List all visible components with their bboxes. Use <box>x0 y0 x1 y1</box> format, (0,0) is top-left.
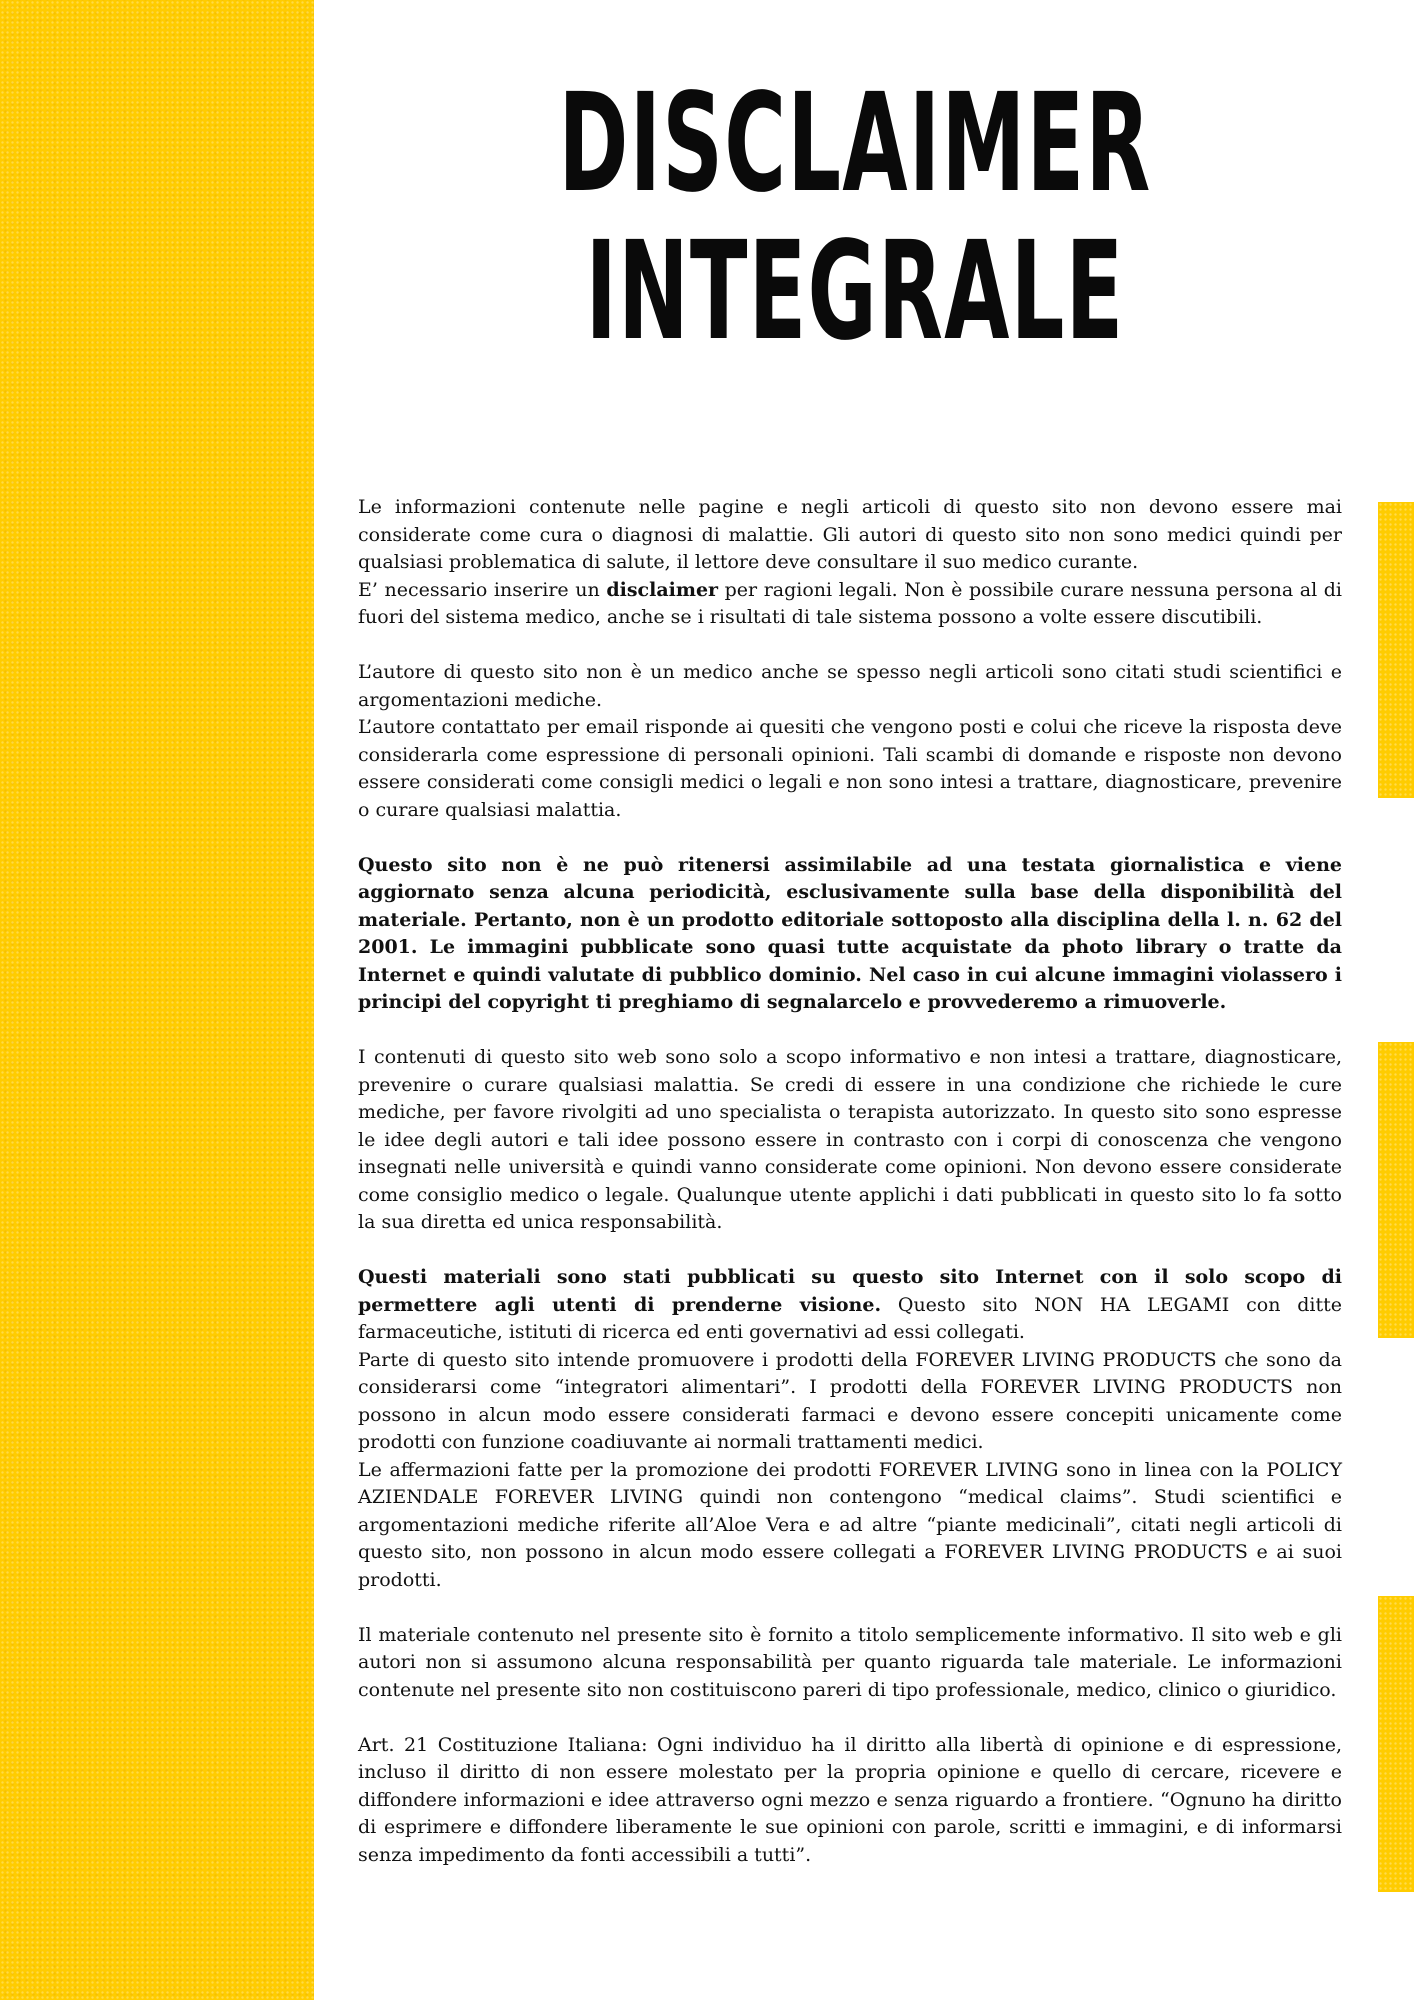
paragraph-1-sentence-2 <box>358 577 1342 632</box>
right-yellow-strip <box>1378 502 1414 798</box>
text-run: per ragioni legali. Non è possibile curare nessuna persona al di fuori del sistema medico, anche se i risultati di tale sistema possono a volte essere discutibili. <box>358 578 1342 628</box>
paragraph-5-sentence-1 <box>358 1264 1342 1347</box>
text-run: Questo sito NON HA LEGAMI con ditte farmaceutiche, istituti di ricerca ed enti governativi ad essi collegati. <box>358 1293 1342 1343</box>
disclaimer-bold-word: disclaimer <box>606 578 719 601</box>
paragraph-2-sentence-2: L’autore contattato per email risponde ai quesiti che vengono posti e colui che riceve la risposta deve considerarla come espressione di personali opinioni. Tali scambi di domande e risposte non devono essere considerati come consigli medici o legali e non sono intesi a trattare, diagnosticare, prevenire o curare qualsiasi malattia. <box>358 716 1342 821</box>
title-line-1: DISCLAIMER <box>558 65 1152 223</box>
disclaimer-body <box>358 494 1342 1897</box>
title-line-2: INTEGRALE <box>585 213 1125 371</box>
right-yellow-strip <box>1378 1596 1414 1892</box>
paragraph-6: Il materiale contenuto nel presente sito è fornito a titolo semplicemente informativo. Il sito web e gli autori non si assumono alcuna responsabilità per quanto riguarda tale materiale. Le informazioni contenute nel presente sito non costituiscono pareri di tipo professionale, medico, clinico o giuridico. <box>358 1623 1342 1701</box>
paragraph-1-sentence-1: Le informazioni contenute nelle pagine e negli articoli di questo sito non devono essere mai considerate come cura o diagnosi di malattie. Gli autori di questo sito non sono medici quindi per qualsiasi problematica di salute, il lettore deve consultare il suo medico curante. <box>358 496 1342 573</box>
bold-text-run: Questi materiali sono stati pubblicati su questo sito Internet con il solo scopo di permettere agli utenti di prenderne visione. <box>358 1266 1342 1316</box>
paragraph-1 <box>358 494 1342 632</box>
paragraph-2-sentence-1: L’autore di questo sito non è un medico anche se spesso negli articoli sono citati studi scientifici e argomentazioni mediche. <box>358 661 1342 711</box>
left-yellow-band <box>0 0 314 2000</box>
page-title <box>530 65 1181 371</box>
text-run: E’ necessario inserire un <box>358 578 607 601</box>
paragraph-3-bold: Questo sito non è ne può ritenersi assimilabile ad una testata giornalistica e viene aggiornato senza alcuna periodicità, esclusivamente sulla base della disponibilità del materiale. Pertanto, non è un prodotto editoriale sottoposto alla disciplina della l. n. 62 del 2001. Le immagini pubblicate sono quasi tutte acquistate da photo library o tratte da Internet e quindi valutate di pubblico dominio. Nel caso in cui alcune immagini violassero i principi del copyright ti preghiamo di segnalarcelo e provvederemo a rimuoverle. <box>358 853 1342 1013</box>
paragraph-2 <box>358 659 1342 824</box>
paragraph-7: Art. 21 Costituzione Italiana: Ogni individuo ha il diritto alla libertà di opinione e di espressione, incluso il diritto di non essere molestato per la propria opinione e quello di cercare, ricevere e diffondere informazioni e idee attraverso ogni mezzo e senza riguardo a frontiere. “Ognuno ha diritto di esprimere e diffondere liberamente le sue opinioni con parole, scritti e immagini, e di informarsi senza impedimento da fonti accessibili a tutti”. <box>358 1733 1342 1866</box>
paragraph-5-sentence-2: Parte di questo sito intende promuovere i prodotti della FOREVER LIVING PRODUCTS che sono da considerarsi come “integratori alimentari”. I prodotti della FOREVER LIVING PRODUCTS non possono in alcun modo essere considerati farmaci e devono essere concepiti unicamente come prodotti con funzione coadiuvante ai normali trattamenti medici. <box>358 1348 1342 1453</box>
right-yellow-strip <box>1378 1042 1414 1338</box>
paragraph-4: I contenuti di questo sito web sono solo a scopo informativo e non intesi a trattare, diagnosticare, prevenire o curare qualsiasi malattia. Se credi di essere in una condizione che richiede le cure mediche, per favore rivolgiti ad uno specialista o terapista autorizzato. In questo sito sono espresse le idee degli autori e tali idee possono essere in contrasto con i corpi di conoscenza che vengono insegnati nelle università e quindi vanno considerate come opinioni. Non devono essere considerate come consiglio medico o legale. Qualunque utente applichi i dati pubblicati in questo sito lo fa sotto la sua diretta ed unica responsabilità. <box>358 1046 1342 1233</box>
paragraph-5 <box>358 1264 1342 1594</box>
paragraph-5-sentence-3: Le affermazioni fatte per la promozione dei prodotti FOREVER LIVING sono in linea con la POLICY AZIENDALE FOREVER LIVING quindi non contengono “medical claims”. Studi scientifici e argomentazioni mediche riferite all’Aloe Vera e ad altre “piante medicinali”, citati negli articoli di questo sito, non possono in alcun modo essere collegati a FOREVER LIVING PRODUCTS e ai suoi prodotti. <box>358 1458 1342 1591</box>
